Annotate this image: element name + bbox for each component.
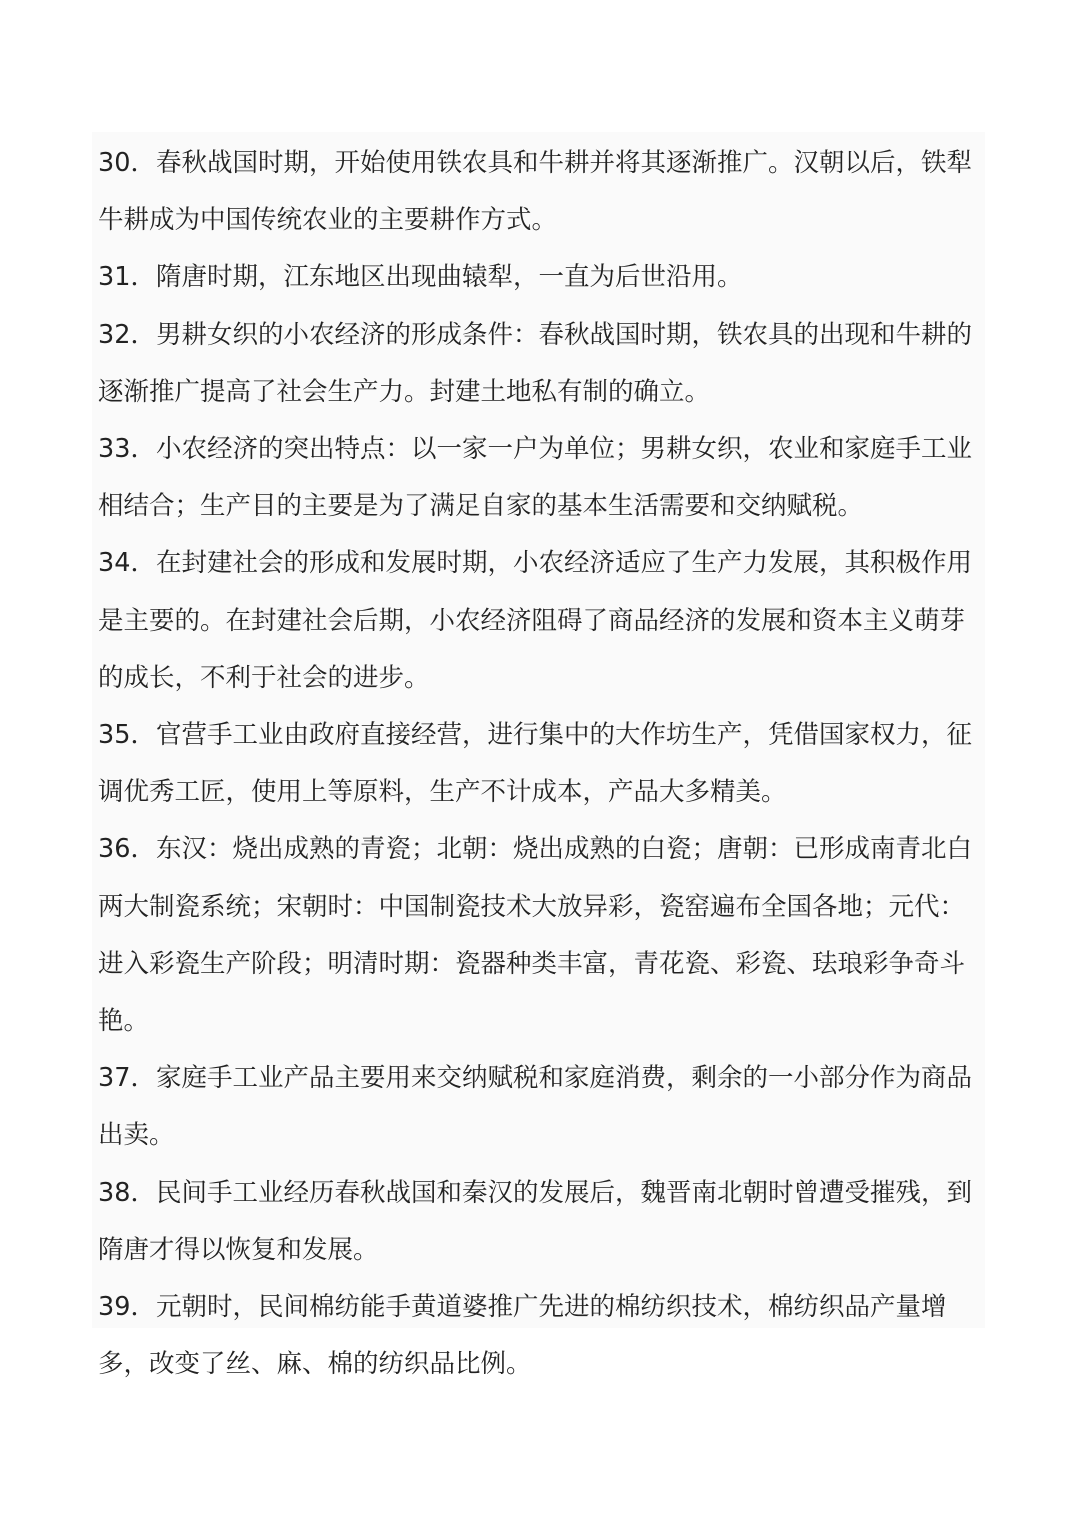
note-item-37: 37．家庭手工业产品主要用来交纳赋税和家庭消费，剩余的一小部分作为商品出卖。 <box>98 1063 972 1151</box>
note-item-30: 30．春秋战国时期，开始使用铁农具和牛耕并将其逐渐推广。汉朝以后，铁犁牛耕成为中国传统农业的主要耕作方式。 <box>98 148 972 236</box>
note-item-39: 39．元朝时，民间棉纺能手黄道婆推广先进的棉纺织技术，棉纺织品产量增多，改变了丝、麻、棉的纺织品比例。 <box>98 1292 947 1380</box>
note-item-32: 32．男耕女织的小农经济的形成条件：春秋战国时期，铁农具的出现和牛耕的逐渐推广提高了社会生产力。封建土地私有制的确立。 <box>98 319 972 407</box>
note-item-35: 35．官营手工业由政府直接经营，进行集中的大作坊生产，凭借国家权力，征调优秀工匠，使用上等原料，生产不计成本，产品大多精美。 <box>98 720 972 808</box>
note-item-31: 31．隋唐时期，江东地区出现曲辕犁，一直为后世沿用。 <box>98 262 743 293</box>
note-item-38: 38．民间手工业经历春秋战国和秦汉的发展后，魏晋南北朝时曾遭受摧残，到隋唐才得以恢复和发展。 <box>98 1177 972 1265</box>
note-item-33: 33．小农经济的突出特点：以一家一户为单位；男耕女织，农业和家庭手工业相结合；生产目的主要是为了满足自家的基本生活需要和交纳赋税。 <box>98 434 972 522</box>
note-item-34: 34．在封建社会的形成和发展时期，小农经济适应了生产力发展，其积极作用是主要的。在封建社会后期，小农经济阻碍了商品经济的发展和资本主义萌芽的成长，不利于社会的进步。 <box>98 548 972 693</box>
history-notes-text <box>92 132 985 1380</box>
note-item-36: 36．东汉：烧出成熟的青瓷；北朝：烧出成熟的白瓷；唐朝：已形成南青北白两大制瓷系统；宋朝时：中国制瓷技术大放异彩，瓷窑遍布全国各地；元代：进入彩瓷生产阶段；明清时期：瓷器种类丰富，青花瓷、彩瓷、珐琅彩争奇斗艳。 <box>98 834 972 1037</box>
